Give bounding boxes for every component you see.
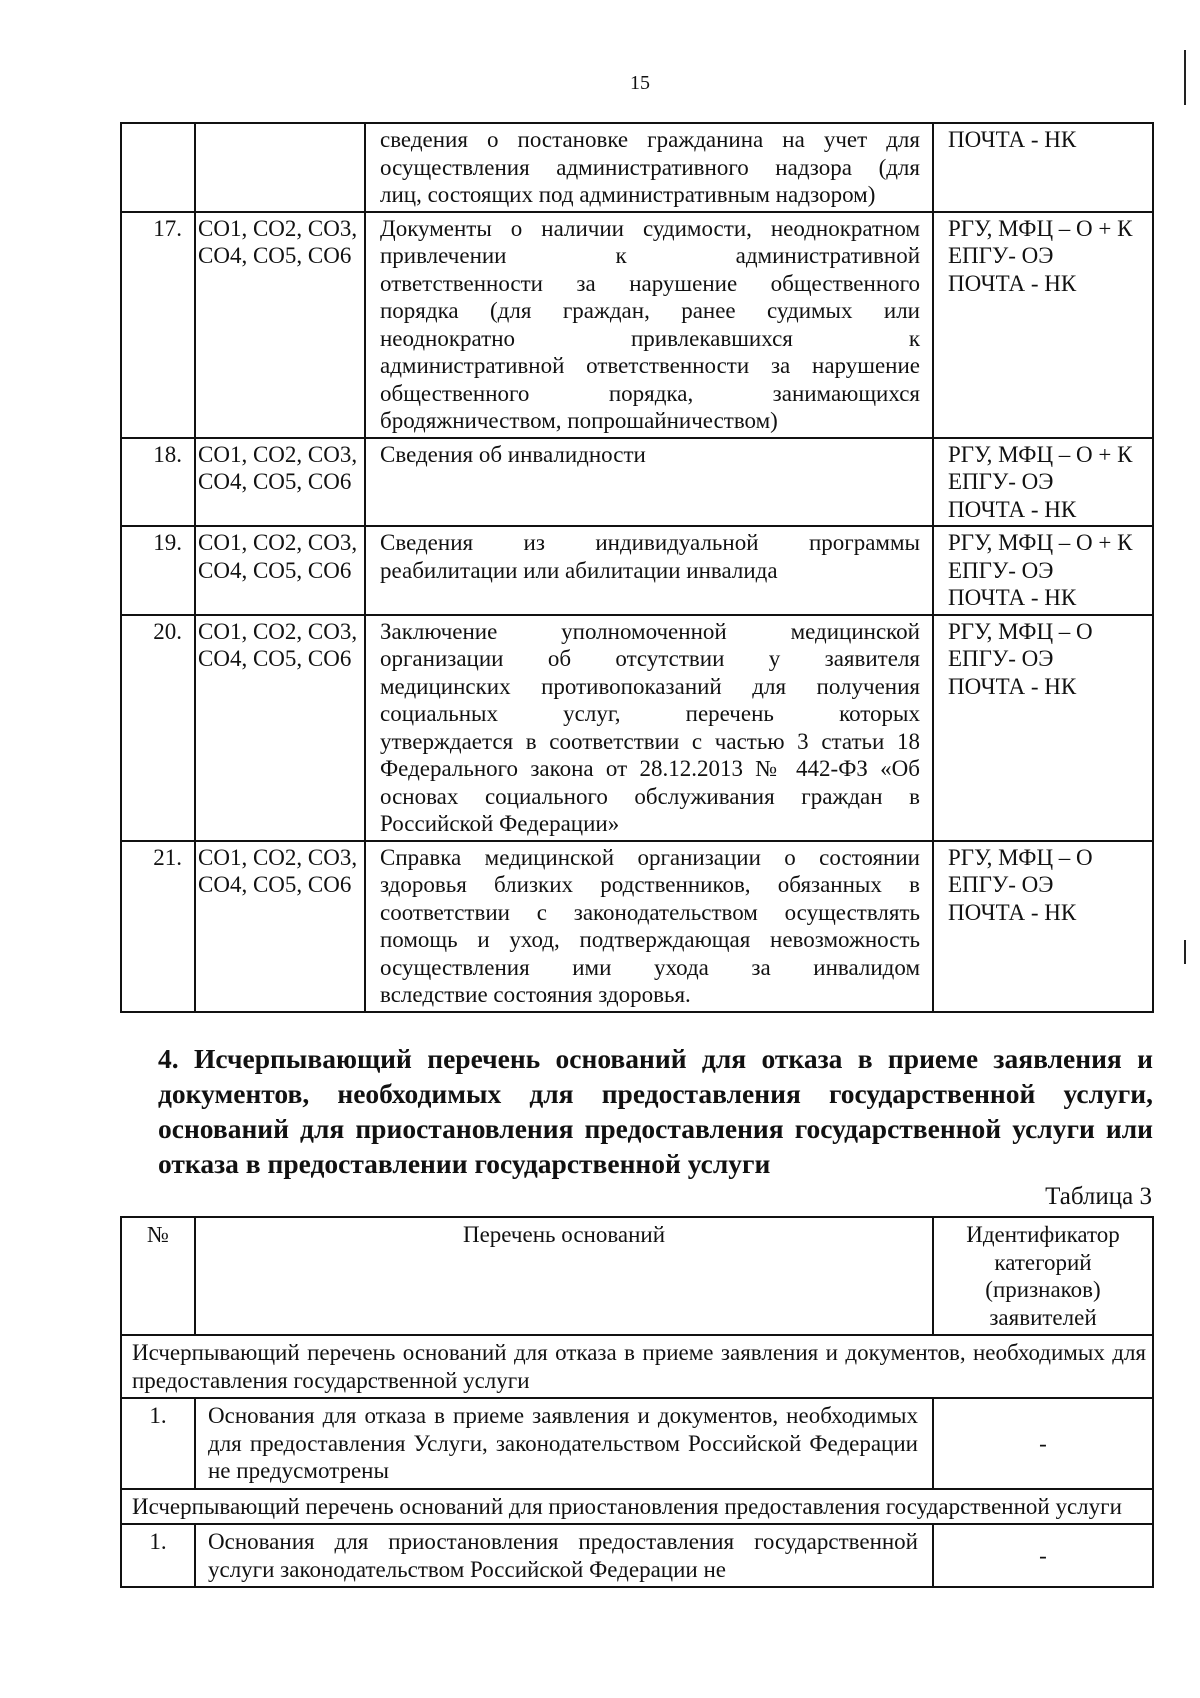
row-text: Основания для приостановления предоставления государственной услуги законодательством Российской Федерации не [195,1524,933,1587]
description-line: осуществления административного надзора (для [380,154,920,180]
channel-line: РГУ, МФЦ – О + К [948,215,1133,241]
row-number: 19. [121,526,195,615]
submission-channels [933,526,1153,615]
code-line: СО4, СО5, СО6 [198,469,352,494]
document-description [365,841,933,1012]
description-line: сведения о постановке гражданина на учет для [380,127,920,152]
code-line: СО1, СО2, СО3, [198,530,358,555]
description-line: медицинских противопоказаний для получения [380,673,920,699]
description-line: общественного порядка, занимающихся [380,380,920,406]
description-line: основах социального обслуживания граждан в [380,783,920,809]
submission-channels [933,123,1153,212]
channel-line: ПОЧТА - НК [948,270,1077,296]
description-line: Сведения об инвалидности [380,441,646,467]
section-row [121,1489,1153,1525]
description-line: здоровья близких родственников, обязанных в [380,872,920,897]
code-line: СО1, СО2, СО3, [198,441,358,467]
description-line: утверждается в соответствии с частью 3 статьи 18 [380,728,920,754]
submission-channels [933,212,1153,438]
table-header-row [121,1217,1153,1335]
code-line: СО1, СО2, СО3, [198,618,358,644]
channel-line: РГУ, МФЦ – О + К [948,530,1133,555]
channel-line: РГУ, МФЦ – О [948,618,1093,644]
applicant-codes [195,123,365,212]
table-caption: Таблица 3 [1045,1183,1152,1210]
documents-table [120,122,1154,1013]
row-number: 1. [121,1524,195,1587]
row-number: 1. [121,1398,195,1489]
description-line: Сведения из индивидуальной программы [380,530,920,555]
description-line: административной ответственности за нарушение [380,353,920,378]
applicant-codes [195,841,365,1012]
submission-channels [933,841,1153,1012]
description-line: Справка медицинской организации о состоянии [380,844,920,870]
header-reasons: Перечень оснований [195,1217,933,1335]
description-line: реабилитации или абилитации инвалида [380,557,778,583]
section-row [121,1335,1153,1398]
description-line: Заключение уполномоченной медицинской [380,618,920,644]
submission-channels [933,615,1153,841]
description-line: привлечении к административной [380,243,920,268]
row-identifier: - [933,1524,1153,1587]
page-number: 15 [630,72,650,94]
row-identifier: - [933,1398,1153,1489]
table-row [121,841,1153,1012]
refusal-grounds-table [120,1216,1154,1588]
description-line: ответственности за нарушение общественного [380,270,920,296]
description-line: помощь и уход, подтверждающая невозможность [380,927,920,952]
description-line: соответствии с законодательством осуществлять [380,899,920,925]
code-line: СО1, СО2, СО3, [198,215,358,241]
description-line: осуществления ими ухода за инвалидом [380,954,920,980]
description-line: неоднократно привлекавшихся к [380,325,920,351]
document-description [365,526,933,615]
table-row [121,526,1153,615]
channel-line: ЕПГУ- ОЭ [948,469,1054,494]
row-number: 17. [121,212,195,438]
table-row [121,1398,1153,1489]
submission-channels [933,438,1153,527]
code-line: СО4, СО5, СО6 [198,557,352,583]
scan-edge-mark [1184,940,1186,964]
section-title-refusal: Исчерпывающий перечень оснований для отказа в приеме заявления и документов, необходимых для предоставления государственной услуги [121,1335,1153,1398]
channel-line: ЕПГУ- ОЭ [948,872,1054,897]
code-line: СО4, СО5, СО6 [198,243,352,268]
description-line: Документы о наличии судимости, неоднократном [380,215,920,241]
description-line: порядка (для граждан, ранее судимых или [380,298,920,323]
applicant-codes [195,526,365,615]
document-description [365,212,933,438]
section-title-suspension: Исчерпывающий перечень оснований для приостановления предоставления государственной услуги [121,1489,1153,1525]
description-line: Федерального закона от 28.12.2013 № 442-ФЗ «Об [380,756,920,781]
description-line: лиц, состоящих под административным надзором) [380,182,876,207]
table-row [121,438,1153,527]
table-row [121,212,1153,438]
row-number: 18. [121,438,195,527]
channel-line: ЕПГУ- ОЭ [948,646,1054,671]
header-number: № [121,1217,195,1335]
channel-line: ЕПГУ- ОЭ [948,557,1054,583]
applicant-codes [195,212,365,438]
code-line: СО4, СО5, СО6 [198,872,352,897]
document-description [365,438,933,527]
row-text: Основания для отказа в приеме заявления и документов, необходимых для предоставления Услуги, законодательством Российской Федерации не предусмотрены [195,1398,933,1489]
row-number [121,123,195,212]
channel-line: ПОЧТА - НК [948,496,1077,522]
channel-line: ПОЧТА - НК [948,673,1077,699]
description-line: организации об отсутствии у заявителя [380,646,920,671]
description-line: Российской Федерации» [380,811,620,836]
code-line: СО4, СО5, СО6 [198,646,352,671]
applicant-codes [195,438,365,527]
row-number: 20. [121,615,195,841]
channel-line: РГУ, МФЦ – О [948,844,1093,870]
scan-edge-mark [1184,50,1186,105]
header-identifier: Идентификатор категорий (признаков) заявителей [933,1217,1153,1335]
channel-line: РГУ, МФЦ – О + К [948,441,1133,467]
table-row [121,615,1153,841]
channel-line: ПОЧТА - НК [948,127,1077,152]
code-line: СО1, СО2, СО3, [198,844,358,870]
table-row [121,123,1153,212]
channel-line: ЕПГУ- ОЭ [948,243,1054,268]
document-description [365,123,933,212]
applicant-codes [195,615,365,841]
description-line: социальных услуг, перечень которых [380,701,920,726]
description-line: бродяжничеством, попрошайничеством) [380,408,778,433]
channel-line: ПОЧТА - НК [948,899,1077,925]
description-line: вследствие состояния здоровья. [380,982,691,1007]
row-number: 21. [121,841,195,1012]
document-description [365,615,933,841]
section-heading: 4. Исчерпывающий перечень оснований для отказа в приеме заявления и документов, необходимых для предоставления государственной услуги, оснований для приостановления предоставления государственной услуги или отказа в предоставлении государственной услуги [158,1043,1153,1179]
table-row [121,1524,1153,1587]
channel-line: ПОЧТА - НК [948,585,1077,610]
